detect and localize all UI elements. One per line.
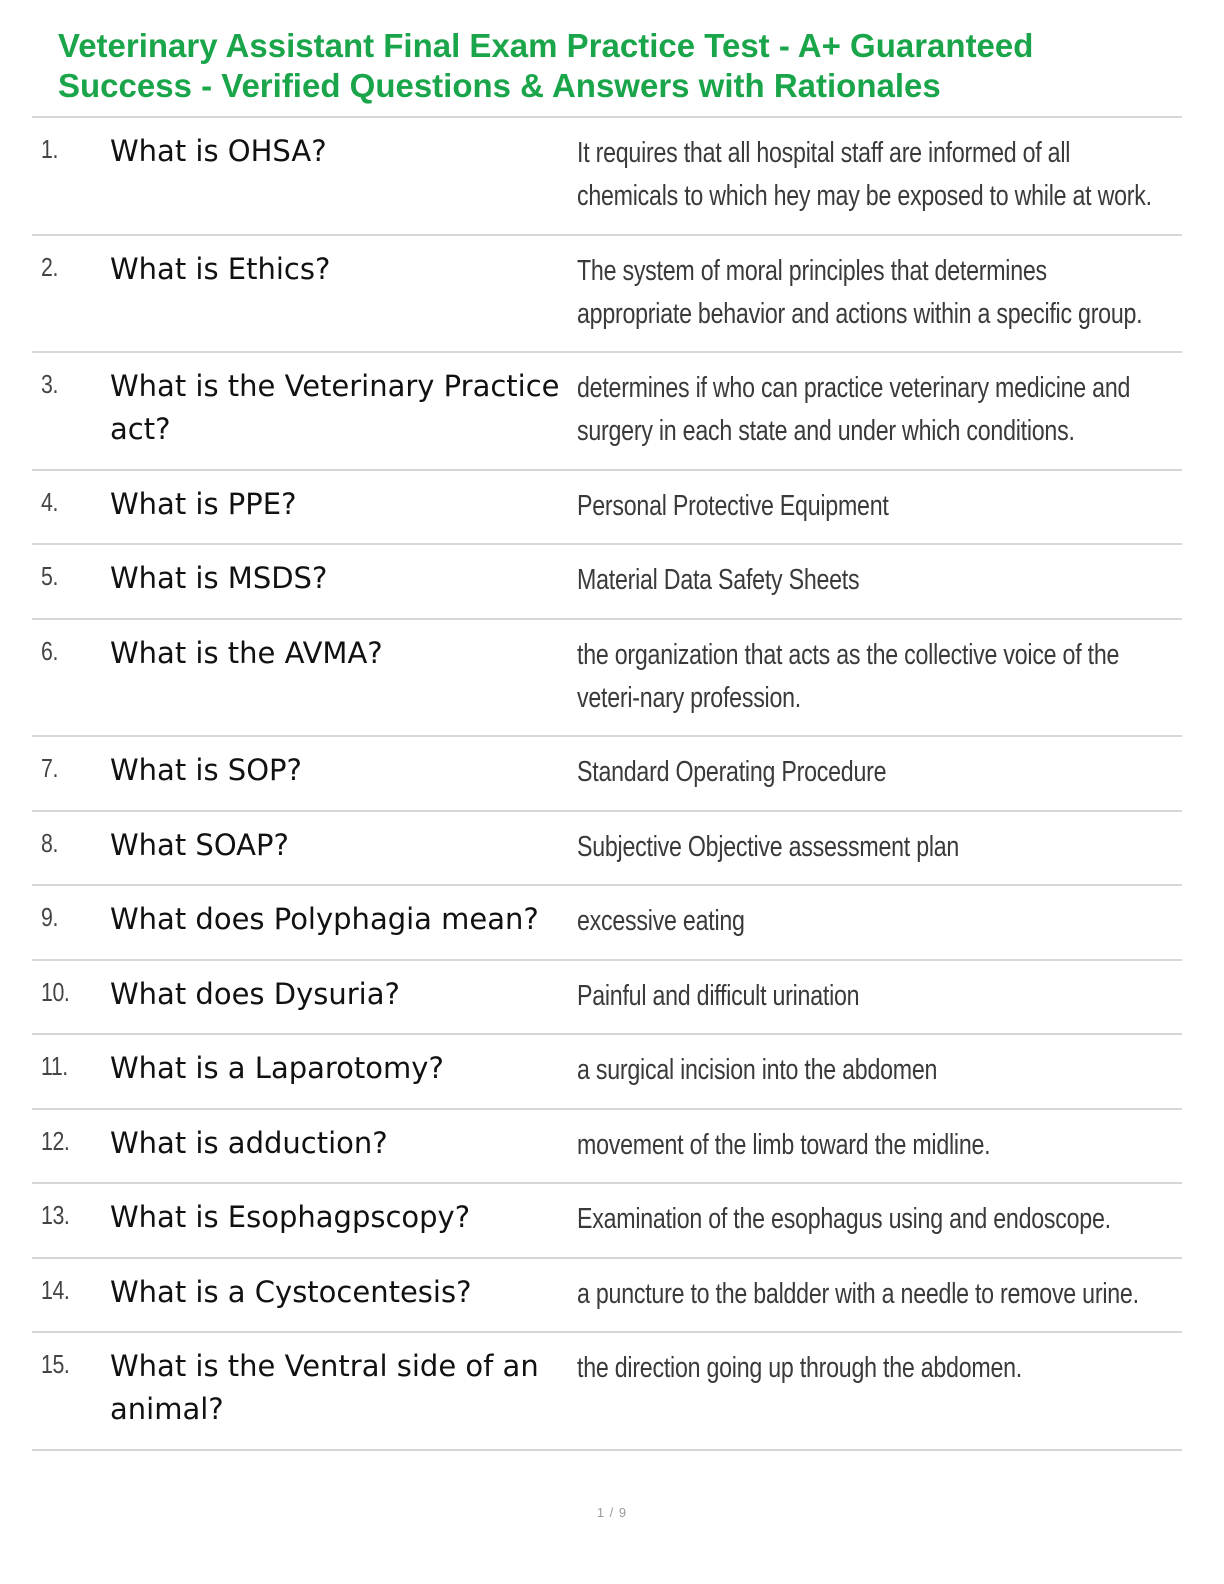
qa-row	[32, 353, 1182, 471]
question-text: What is the Veterinary Practice act?	[110, 369, 560, 446]
qa-row	[32, 471, 1182, 546]
answer-text: It requires that all hospital staff are informed of all chemicals to which hey may be exposed to while at work.	[577, 137, 1152, 212]
answer-text: Painful and difficult urination	[577, 979, 860, 1012]
question-number: 11.	[41, 1051, 68, 1081]
question-number: 2.	[41, 251, 58, 282]
answer-text: a puncture to the baldder with a needle to remove urine.	[577, 1277, 1139, 1310]
answer-text: Personal Protective Equipment	[577, 489, 889, 522]
qa-row	[32, 737, 1182, 812]
qa-row	[32, 1110, 1182, 1185]
question-text: What is the AVMA?	[110, 635, 383, 670]
question-number: 6.	[41, 635, 58, 666]
question-text: What is SOP?	[110, 753, 302, 787]
question-number: 8.	[41, 827, 58, 858]
qa-row	[32, 886, 1182, 961]
question-number: 15.	[41, 1349, 70, 1379]
question-number: 7.	[41, 753, 58, 783]
page-number: 1 / 9	[596, 1505, 628, 1520]
question-text: What is PPE?	[110, 486, 297, 521]
answer-text: determines if who can practice veterinary medicine and surgery in each state and under which conditions.	[577, 372, 1131, 447]
question-text: What is Ethics?	[110, 251, 331, 286]
qa-row	[32, 620, 1182, 738]
question-number: 13.	[41, 1200, 70, 1230]
qa-row	[32, 961, 1182, 1036]
qa-row	[32, 545, 1182, 620]
qa-row	[32, 118, 1182, 236]
document-title: Veterinary Assistant Final Exam Practice Test - A+ Guaranteed Success - Verified Questions & Answers with Rationales	[58, 27, 1034, 104]
answer-text: Material Data Safety Sheets	[577, 564, 860, 596]
question-number: 1.	[41, 134, 58, 164]
question-text: What does Dysuria?	[110, 976, 400, 1011]
answer-text: Subjective Objective assessment plan	[577, 830, 960, 863]
qa-row	[32, 1184, 1182, 1259]
qa-row	[32, 1259, 1182, 1334]
answer-text: Examination of the esophagus using and endoscope.	[577, 1203, 1111, 1235]
question-text: What is Esophagpscopy?	[110, 1200, 471, 1234]
question-text: What is a Laparotomy?	[110, 1051, 444, 1085]
question-text: What is adduction?	[110, 1125, 388, 1160]
qa-row	[32, 812, 1182, 887]
question-text: What is MSDS?	[110, 561, 328, 595]
answer-text: movement of the limb toward the midline.	[577, 1128, 991, 1161]
question-number: 14.	[41, 1274, 70, 1305]
question-number: 5.	[41, 561, 58, 591]
answer-text: excessive eating	[577, 905, 745, 937]
question-text: What SOAP?	[110, 827, 289, 862]
question-text: What does Polyphagia mean?	[110, 902, 539, 936]
answer-text: the direction going up through the abdomen.	[577, 1352, 1022, 1384]
question-number: 12.	[41, 1125, 70, 1156]
qa-row	[32, 236, 1182, 354]
qa-list	[32, 118, 1182, 1451]
qa-row	[32, 1333, 1182, 1451]
question-text: What is the Ventral side of an animal?	[110, 1349, 539, 1426]
answer-text: a surgical incision into the abdomen	[577, 1054, 938, 1086]
question-number: 9.	[41, 902, 58, 932]
question-number: 3.	[41, 369, 58, 399]
answer-text: Standard Operating Procedure	[577, 756, 887, 788]
question-text: What is a Cystocentesis?	[110, 1274, 472, 1309]
question-number: 4.	[41, 486, 58, 517]
question-number: 10.	[41, 976, 70, 1007]
question-text: What is OHSA?	[110, 134, 327, 168]
answer-text: The system of moral principles that determines appropriate behavior and actions within a specific group.	[577, 254, 1143, 330]
answer-text: the organization that acts as the collective voice of the veteri-nary profession.	[577, 638, 1120, 714]
qa-row	[32, 1035, 1182, 1110]
